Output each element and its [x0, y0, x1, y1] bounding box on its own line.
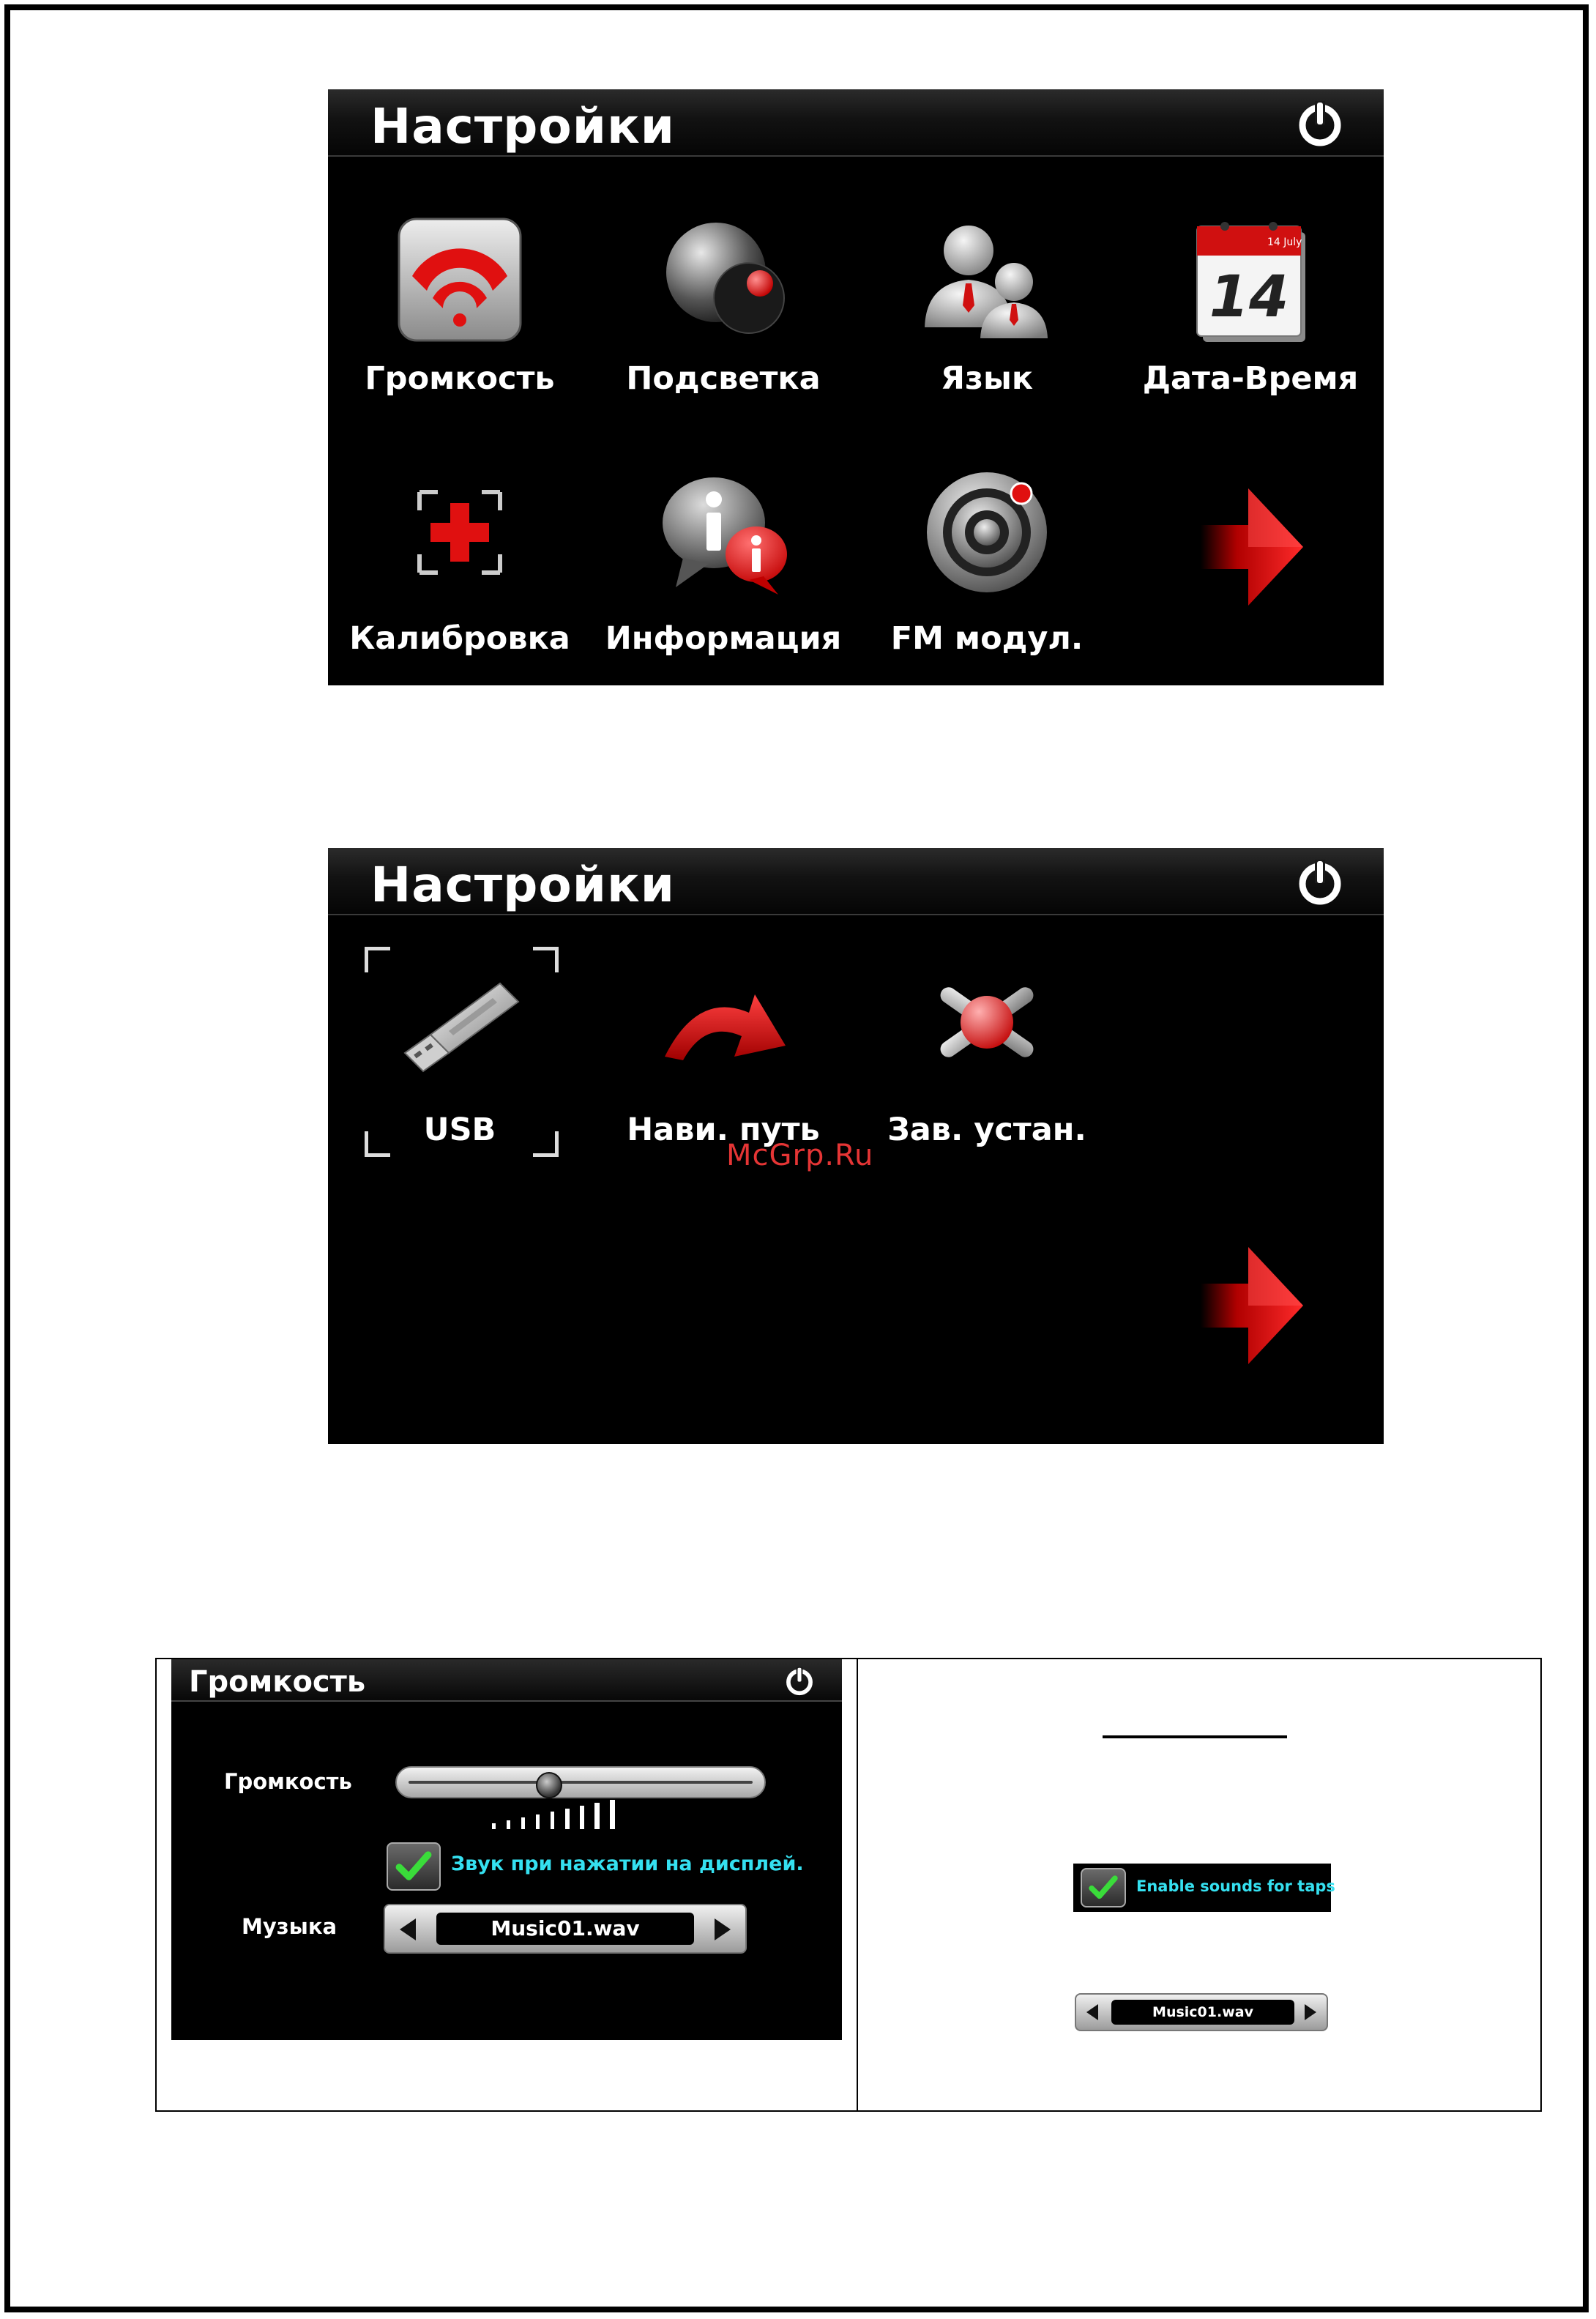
- fm-modulator-icon: [917, 463, 1056, 602]
- tap-sound-label: Звук при нажатии на дисплей.: [451, 1853, 804, 1875]
- tile-label: Дата-Время: [1142, 360, 1359, 397]
- next-page-arrow[interactable]: [1201, 485, 1303, 609]
- tile-usb[interactable]: [328, 939, 592, 1159]
- tile-volume[interactable]: [328, 203, 592, 423]
- tile-information[interactable]: [592, 455, 855, 675]
- music-value: Music01.wav: [1111, 2000, 1294, 2025]
- calibration-icon: [390, 463, 529, 602]
- table-divider: [857, 1659, 858, 2110]
- tile-factory-reset[interactable]: [855, 939, 1119, 1159]
- calendar-icon: [1181, 210, 1320, 349]
- checkbox-sample: [1073, 1864, 1335, 1912]
- backlight-icon: [654, 210, 793, 349]
- volume-icon: [390, 210, 529, 349]
- calendar-month-text: 14 July: [1267, 237, 1302, 248]
- tile-label: Зав. устан.: [887, 1112, 1086, 1148]
- settings-screen-1: [328, 89, 1384, 685]
- tile-label: Подсветка: [626, 360, 821, 397]
- enable-sounds-label: Enable sounds for taps: [1136, 1877, 1335, 1895]
- music-value: Music01.wav: [436, 1913, 694, 1945]
- prev-track-arrow[interactable]: [400, 1918, 416, 1940]
- watermark: McGrp.Ru: [726, 1139, 874, 1172]
- volume-label: Громкость: [224, 1769, 352, 1794]
- power-icon[interactable]: [1294, 98, 1346, 149]
- tile-label: Громкость: [365, 360, 555, 397]
- slider-groove: [409, 1781, 753, 1784]
- page-title: Настройки: [370, 857, 676, 913]
- music-selector-sample: [1075, 1993, 1328, 2031]
- tap-sound-checkbox[interactable]: [1081, 1868, 1126, 1907]
- checkmark-icon: [388, 1844, 439, 1889]
- next-track-arrow[interactable]: [1305, 2004, 1316, 2020]
- description-table: [155, 1658, 1542, 2112]
- info-icon: [654, 463, 793, 602]
- tile-label: Нави. путь: [627, 1112, 820, 1148]
- selection-corner: [533, 947, 559, 972]
- selection-corner: [365, 947, 390, 972]
- volume-screen: [171, 1659, 842, 2040]
- page-title: Настройки: [370, 98, 676, 155]
- power-icon[interactable]: [783, 1665, 816, 1697]
- tile-backlight[interactable]: [592, 203, 855, 423]
- heading-underline: [1103, 1735, 1287, 1738]
- volume-slider[interactable]: [395, 1766, 766, 1798]
- slider-knob[interactable]: [536, 1772, 562, 1798]
- tile-date-time[interactable]: [1119, 203, 1382, 423]
- page-title: Громкость: [189, 1665, 366, 1699]
- next-track-arrow[interactable]: [715, 1918, 731, 1940]
- tile-fm-modulator[interactable]: [855, 455, 1119, 675]
- tile-nav-path[interactable]: [592, 939, 855, 1159]
- language-icon: [917, 210, 1056, 349]
- tap-sound-checkbox[interactable]: [387, 1842, 441, 1891]
- tile-label: Язык: [940, 360, 1034, 397]
- music-selector: [384, 1904, 747, 1954]
- next-page-arrow[interactable]: [1201, 1243, 1303, 1368]
- tile-label: Калибровка: [349, 620, 570, 657]
- volume-level-bars: [491, 1800, 622, 1829]
- checkmark-icon: [1082, 1869, 1125, 1906]
- factory-reset-icon: [917, 954, 1056, 1093]
- tile-label: USB: [423, 1112, 496, 1148]
- power-icon[interactable]: [1294, 857, 1346, 908]
- music-label: Музыка: [242, 1914, 338, 1939]
- tile-calibration[interactable]: [328, 455, 592, 675]
- calendar-day-text: 14: [1209, 264, 1289, 330]
- prev-track-arrow[interactable]: [1086, 2004, 1098, 2020]
- tile-label: FM модул.: [890, 620, 1084, 657]
- nav-path-icon: [654, 954, 793, 1093]
- tile-label: Информация: [605, 620, 842, 657]
- usb-icon: [390, 954, 529, 1093]
- tile-language[interactable]: [855, 203, 1119, 423]
